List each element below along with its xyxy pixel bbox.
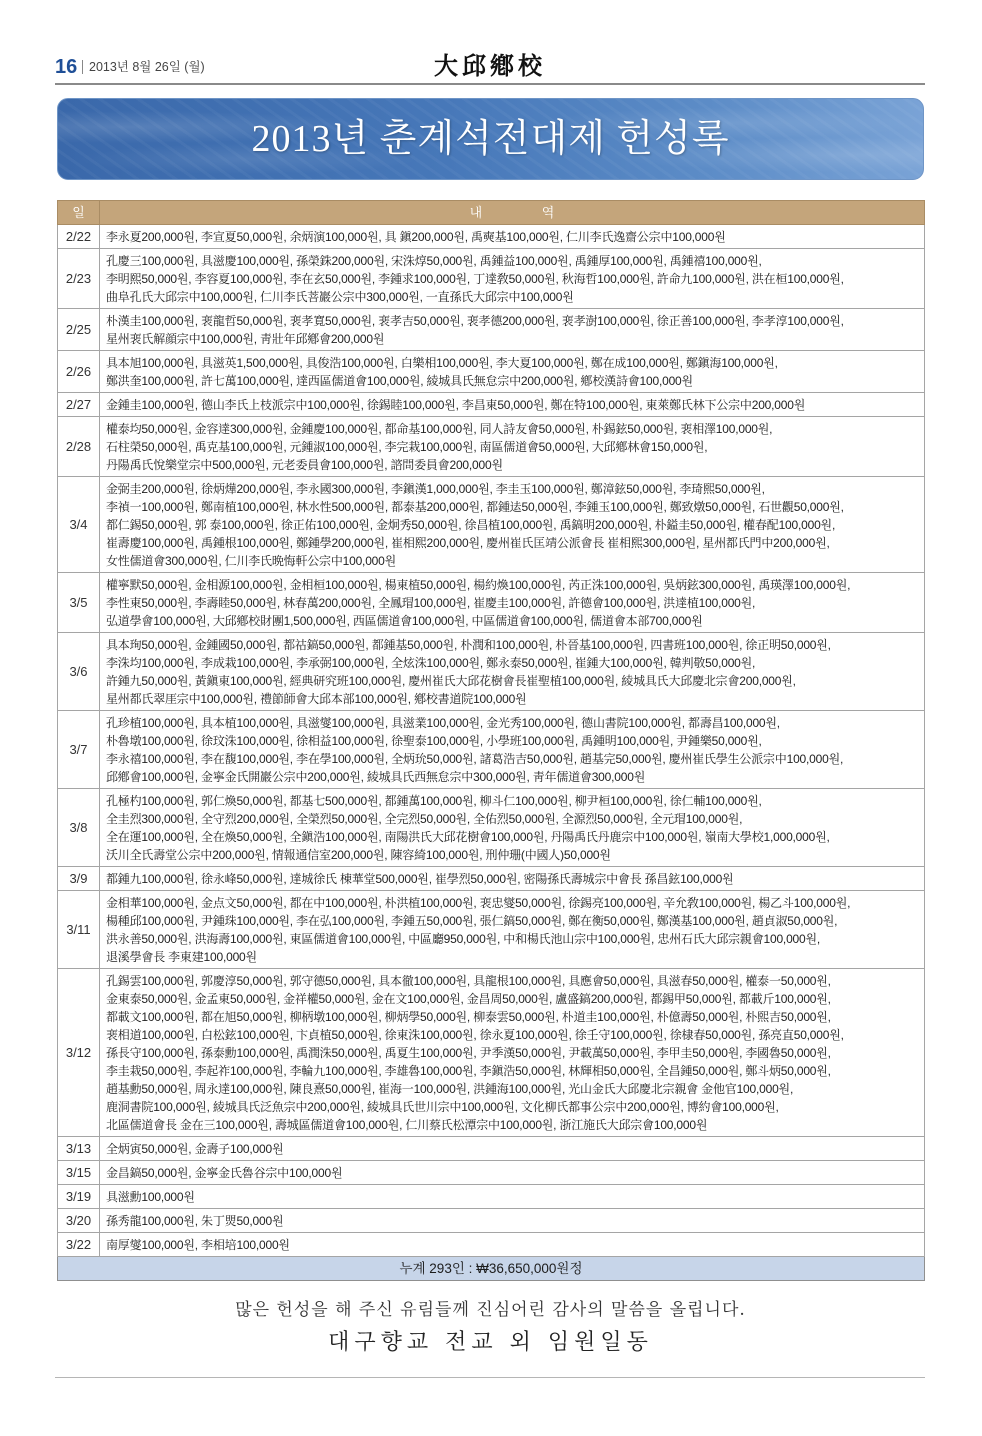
row-details [100,225,925,249]
donation-line: 南厚燮100,000원, 李相培100,000원 [106,1238,290,1252]
signature: 대구향교 전교 외 임원일동 [328,1330,653,1355]
donation-line: 孔錫雲100,000원, 郭慶淳50,000원, 郭守德50,000원, 具本徹100,000원, 具龍根100,000원, 具應會50,000원, 具滋春50,000원, 權泰一50,000원, [106,974,831,988]
row-date: 3/13 [58,1137,100,1161]
donation-line: 楊種邱100,000원, 尹鍾珠100,000원, 李在弘100,000원, 李鍾五50,000원, 張仁鎬50,000원, 鄭在衡50,000원, 鄭漢基100,000원, 趙貞淑50,000원, [106,914,838,928]
row-date: 2/22 [58,225,100,249]
donation-line: 具本旭100,000원, 具滋英1,500,000원, 具俊浩100,000원, 白樂相100,000원, 李大夏100,000원, 鄭在成100,000원, 鄭鎭海100,000원, [106,356,778,370]
donation-row [58,309,925,351]
donation-row [58,393,925,417]
bottom-rule [55,1377,925,1378]
donation-line: 曲阜孔氏大邱宗中100,000원, 仁川李氏菩巖公宗中300,000원, 一直孫氏大邱宗中100,000원 [106,290,574,304]
donation-line: 邱鄕會100,000원, 金寧金氏開巖公宗中200,000원, 綾城具氏西無怠宗中300,000원, 靑年儒道會300,000원 [106,770,646,784]
row-date: 3/4 [58,477,100,573]
donation-line: 具滋勳100,000원 [106,1190,195,1204]
row-date: 2/27 [58,393,100,417]
donation-row [58,633,925,711]
donation-row [58,867,925,891]
donation-line: 星州裵氏解顔宗中100,000원, 靑壯年邱鄕會200,000원 [106,332,385,346]
donation-row [58,1209,925,1233]
donation-line: 具本珣50,000원, 金鍾國50,000원, 都祜鎬50,000원, 都鍾基50,000원, 朴潤和100,000원, 朴晉基100,000원, 四書班100,000원, 徐正明50,000원, [106,638,831,652]
donation-row [58,1137,925,1161]
donation-line: 孔極杓100,000원, 郭仁煥50,000원, 都基七500,000원, 都鍾萬100,000원, 柳斗仁100,000원, 柳尹桓100,000원, 徐仁輔100,000원, [106,794,762,808]
title-banner [57,98,924,180]
row-details [100,1161,925,1185]
row-date: 3/11 [58,891,100,969]
row-details [100,891,925,969]
total-summary: 누계 293인 : ₩36,650,000원정 [58,1257,925,1281]
donation-line: 孔珍植100,000원, 具本植100,000원, 具滋燮100,000원, 具滋業100,000원, 金光秀100,000원, 德山書院100,000원, 都壽昌100,000원, [106,716,780,730]
page-title: 2013년 춘계석전대제 헌성록 [251,118,730,160]
donation-line: 都鍾九100,000원, 徐永峰50,000원, 達城徐氏 棟華堂500,000원, 崔學烈50,000원, 密陽孫氏壽城宗中會長 孫昌鉉100,000원 [106,872,734,886]
row-date: 2/26 [58,351,100,393]
row-date: 2/28 [58,417,100,477]
issue-date: 2013년 8월 26일 (월) [89,60,205,74]
donation-row [58,351,925,393]
donation-line: 李性東50,000원, 李壽睦50,000원, 林春萬200,000원, 全鳳瑁100,000원, 崔慶圭100,000원, 許德會100,000원, 洪達植100,000원, [106,596,756,610]
row-date: 3/15 [58,1161,100,1185]
donation-row [58,225,925,249]
donation-line: 裵相道100,000원, 白松鉉100,000원, 卞貞植50,000원, 徐東洙100,000원, 徐永夏100,000원, 徐壬守100,000원, 徐棣春50,000원, 孫亮直50,000원, [106,1028,844,1042]
table-header-row [58,201,925,225]
donation-line: 沃川全氏壽堂公宗中200,000원, 情報通信室200,000원, 陳容綺100,000원, 刑仲珊(中國人)50,000원 [106,848,611,862]
row-details [100,633,925,711]
donation-line: 鹿洞書院100,000원, 綾城具氏泛魚宗中200,000원, 綾城具氏世川宗中100,000원, 文化柳氏都事公宗中200,000원, 博約會100,000원, [106,1100,779,1114]
donation-line: 石柱榮50,000원, 禹克基100,000원, 元鍾淑100,000원, 李完栽100,000원, 南區儒道會50,000원, 大邱鄕林會150,000원, [106,440,708,454]
donation-line: 孫秀龍100,000원, 朱丁煛50,000원 [106,1214,284,1228]
donation-line: 孔慶三100,000원, 具滋慶100,000원, 孫榮銖200,000원, 宋洙焞50,000원, 禹鍾益100,000원, 禹鍾厚100,000원, 禹鍾禧100,000원, [106,254,762,268]
donation-row [58,789,925,867]
row-details [100,309,925,351]
donation-table [57,200,925,1281]
donation-line: 鄭洪奎100,000원, 許七萬100,000원, 達西區儒道會100,000원, 綾城具氏無怠宗中200,000원, 鄕校漢詩會100,000원 [106,374,693,388]
donation-line: 都載文100,000원, 都在旭50,000원, 柳柄墩100,000원, 柳炳學50,000원, 柳泰雲50,000원, 朴道圭100,000원, 朴億壽50,000원, 朴熙吉50,000원, [106,1010,831,1024]
donation-line: 趙基勳50,000원, 周永達100,000원, 陳良熹50,000원, 崔海一100,000원, 洪鍾海100,000원, 光山金氏大邱慶北宗親會 金他官100,000원, [106,1082,794,1096]
donation-row [58,969,925,1137]
donation-line: 權寧默50,000원, 金相源100,000원, 金相桓100,000원, 楊東植50,000원, 楊約煥100,000원, 芮正洙100,000원, 吳炳鉉300,000원, 禹瑛澤100,000원, [106,578,851,592]
row-details [100,249,925,309]
donation-row [58,477,925,573]
donation-row [58,711,925,789]
row-details [100,351,925,393]
row-date: 2/23 [58,249,100,309]
donation-line: 星州都氏翠厓宗中100,000원, 禮節師會大邱本部100,000원, 鄕校書道院100,000원 [106,692,527,706]
donation-line: 洪永善50,000원, 洪海壽100,000원, 東區儒道會100,000원, 中區廳950,000원, 中和楊氏池山宗中100,000원, 忠州石氏大邱宗親會100,000원, [106,932,821,946]
donation-line: 朴魯墩100,000원, 徐玟洙100,000원, 徐相益100,000원, 徐聖泰100,000원, 小學班100,000원, 禹鍾明100,000원, 尹鍾樂50,000원, [106,734,762,748]
thanks-message: 많은 헌성을 해 주신 유림들께 진심어린 감사의 말씀을 올립니다. [235,1300,746,1320]
row-details [100,969,925,1137]
donation-line: 李明熙50,000원, 李容夏100,000원, 李在玄50,000원, 李鍾求100,000원, 丁達敎50,000원, 秋海哲100,000원, 許命九100,000원, 洪在桓100,000원, [106,272,844,286]
row-date: 3/5 [58,573,100,633]
row-date: 3/12 [58,969,100,1137]
row-details [100,789,925,867]
donation-row [58,573,925,633]
row-date: 2/25 [58,309,100,351]
donation-line: 金東泰50,000원, 金孟東50,000원, 金祥權50,000원, 金在文100,000원, 金昌周50,000원, 盧盛鎬200,000원, 都錫甲50,000원, 都載斤100,000원, [106,992,831,1006]
row-details [100,393,925,417]
donation-row [58,417,925,477]
donation-line: 全炳寅50,000원, 金壽子100,000원 [106,1142,284,1156]
row-details [100,711,925,789]
donation-line: 金弼圭200,000원, 徐炳燁200,000원, 李永國300,000원, 李鎭漢1,000,000원, 李圭玉100,000원, 鄭漳鉉50,000원, 李琦熙50,000원, [106,482,765,496]
row-date: 3/9 [58,867,100,891]
donation-line: 權泰均50,000원, 金容達300,000원, 金鍾慶100,000원, 都命基100,000원, 同人詩友會50,000원, 朴錫鉉50,000원, 裵相澤100,000원, [106,422,773,436]
donation-line: 退溪學會長 李東建100,000원 [106,950,257,964]
total-row [58,1257,925,1281]
donation-line: 崔壽慶100,000원, 禹鍾根100,000원, 鄭鍾學200,000원, 崔相熙200,000원, 慶州崔氏匡靖公派會長 崔相熙300,000원, 星州都氏門中200,000원, [106,536,830,550]
donation-line: 金相華100,000원, 金点文50,000원, 都在中100,000원, 朴洪植100,000원, 裵忠燮50,000원, 徐錫亮100,000원, 辛允敎100,000원, 楊乙斗100,000원, [106,896,851,910]
donation-line: 許鍾九50,000원, 黃鎭東100,000원, 經典研究班100,000원, 慶州崔氏大邱花樹會長崔聖植100,000원, 綾城具氏大邱慶北宗會200,000원, [106,674,796,688]
donation-line: 李洙均100,000원, 李成栽100,000원, 李承弼100,000원, 全炫洙100,000원, 鄭永泰50,000원, 崔鍾大100,000원, 韓判敬50,000원, [106,656,756,670]
row-date: 3/7 [58,711,100,789]
page-header [55,52,925,82]
donation-line: 朴漢圭100,000원, 裵龍哲50,000원, 裵孝寬50,000원, 裵孝吉50,000원, 裵孝德200,000원, 裵孝澍100,000원, 徐正善100,000원, 李孝淳100,000원, [106,314,844,328]
donation-line: 李永夏200,000원, 李宣夏50,000원, 余炳演100,000원, 具 鎭200,000원, 禹奭基100,000원, 仁川李氏逸齋公宗中100,000원 [106,230,726,244]
column-header-details: 내 역 [100,201,925,225]
donation-line: 北區儒道會長 金在三100,000원, 壽城區儒道會100,000원, 仁川蔡氏松潭宗中100,000원, 浙江施氏大邱宗會100,000원 [106,1118,708,1132]
donation-line: 弘道學會100,000원, 大邱鄕校財團1,500,000원, 西區儒道會100,000원, 中區儒道會100,000원, 儒道會本部700,000원 [106,614,703,628]
row-date: 3/8 [58,789,100,867]
donation-line: 丹陽禹氏悅樂堂宗中500,000원, 元老委員會100,000원, 諮問委員會200,000원 [106,458,503,472]
donation-line: 全圭烈300,000원, 全守烈200,000원, 全榮烈50,000원, 全完烈50,000원, 全佑烈50,000원, 全源烈50,000원, 全元瑁100,000원, [106,812,743,826]
donation-row [58,891,925,969]
donation-line: 孫長守100,000원, 孫泰勳100,000원, 禹潤洙50,000원, 禹夏生100,000원, 尹季漢50,000원, 尹載萬50,000원, 李甲圭50,000원, 李國魯50,000원, [106,1046,831,1060]
row-details [100,1233,925,1257]
row-date: 3/22 [58,1233,100,1257]
donation-line: 金昌鎬50,000원, 金寧金氏魯谷宗中100,000원 [106,1166,343,1180]
page-number: 16 [55,56,78,78]
donation-line: 李圭栽50,000원, 李起祚100,000원, 李輪九100,000원, 李雄魯100,000원, 李鎭浩50,000원, 林輝相50,000원, 全昌鍾50,000원, 鄭斗炳50,000원, [106,1064,831,1078]
row-details [100,1137,925,1161]
donation-line: 金鍾圭100,000원, 德山李氏上枝派宗中100,000원, 徐錫睦100,000원, 李昌東50,000원, 鄭在特100,000원, 東萊鄭氏林下公宗中200,000원 [106,398,806,412]
row-details [100,477,925,573]
donation-line: 全在運100,000원, 全在煥50,000원, 全鎭浩100,000원, 南陽洪氏大邱花樹會100,000원, 丹陽禹氏丹鹿宗中100,000원, 嶺南大學校1,000,000원, [106,830,830,844]
header-divider [82,60,83,74]
row-details [100,1209,925,1233]
row-details [100,417,925,477]
donation-line: 李禎一100,000원, 鄭南植100,000원, 林水性500,000원, 都泰基200,000원, 都鍾迲50,000원, 李鍾玉100,000원, 鄭致燉50,000원, 石世觀50,000원, [106,500,844,514]
row-details [100,573,925,633]
row-details [100,867,925,891]
row-date: 3/20 [58,1209,100,1233]
donation-row [58,1233,925,1257]
donation-line: 李永禧100,000원, 李在馥100,000원, 李在學100,000원, 全炳玧50,000원, 諸葛浩吉50,000원, 趙基完50,000원, 慶州崔氏學生公派宗中100,000원, [106,752,844,766]
donation-line: 女性儒道會300,000원, 仁川李氏晩悔軒公宗中100,000원 [106,554,397,568]
donation-line: 都仁錫50,000원, 郭 泰100,000원, 徐正佑100,000원, 金炯秀50,000원, 徐昌植100,000원, 禹鎬明200,000원, 朴鎰圭50,000원, 權春配100,000원, [106,518,836,532]
row-date: 3/6 [58,633,100,711]
donation-row [58,1161,925,1185]
column-header-date: 일 [58,201,100,225]
row-details [100,1185,925,1209]
masthead: 大邱鄕校 [434,51,546,80]
row-date: 3/19 [58,1185,100,1209]
header-rule [55,83,925,85]
donation-row [58,1185,925,1209]
donation-row [58,249,925,309]
